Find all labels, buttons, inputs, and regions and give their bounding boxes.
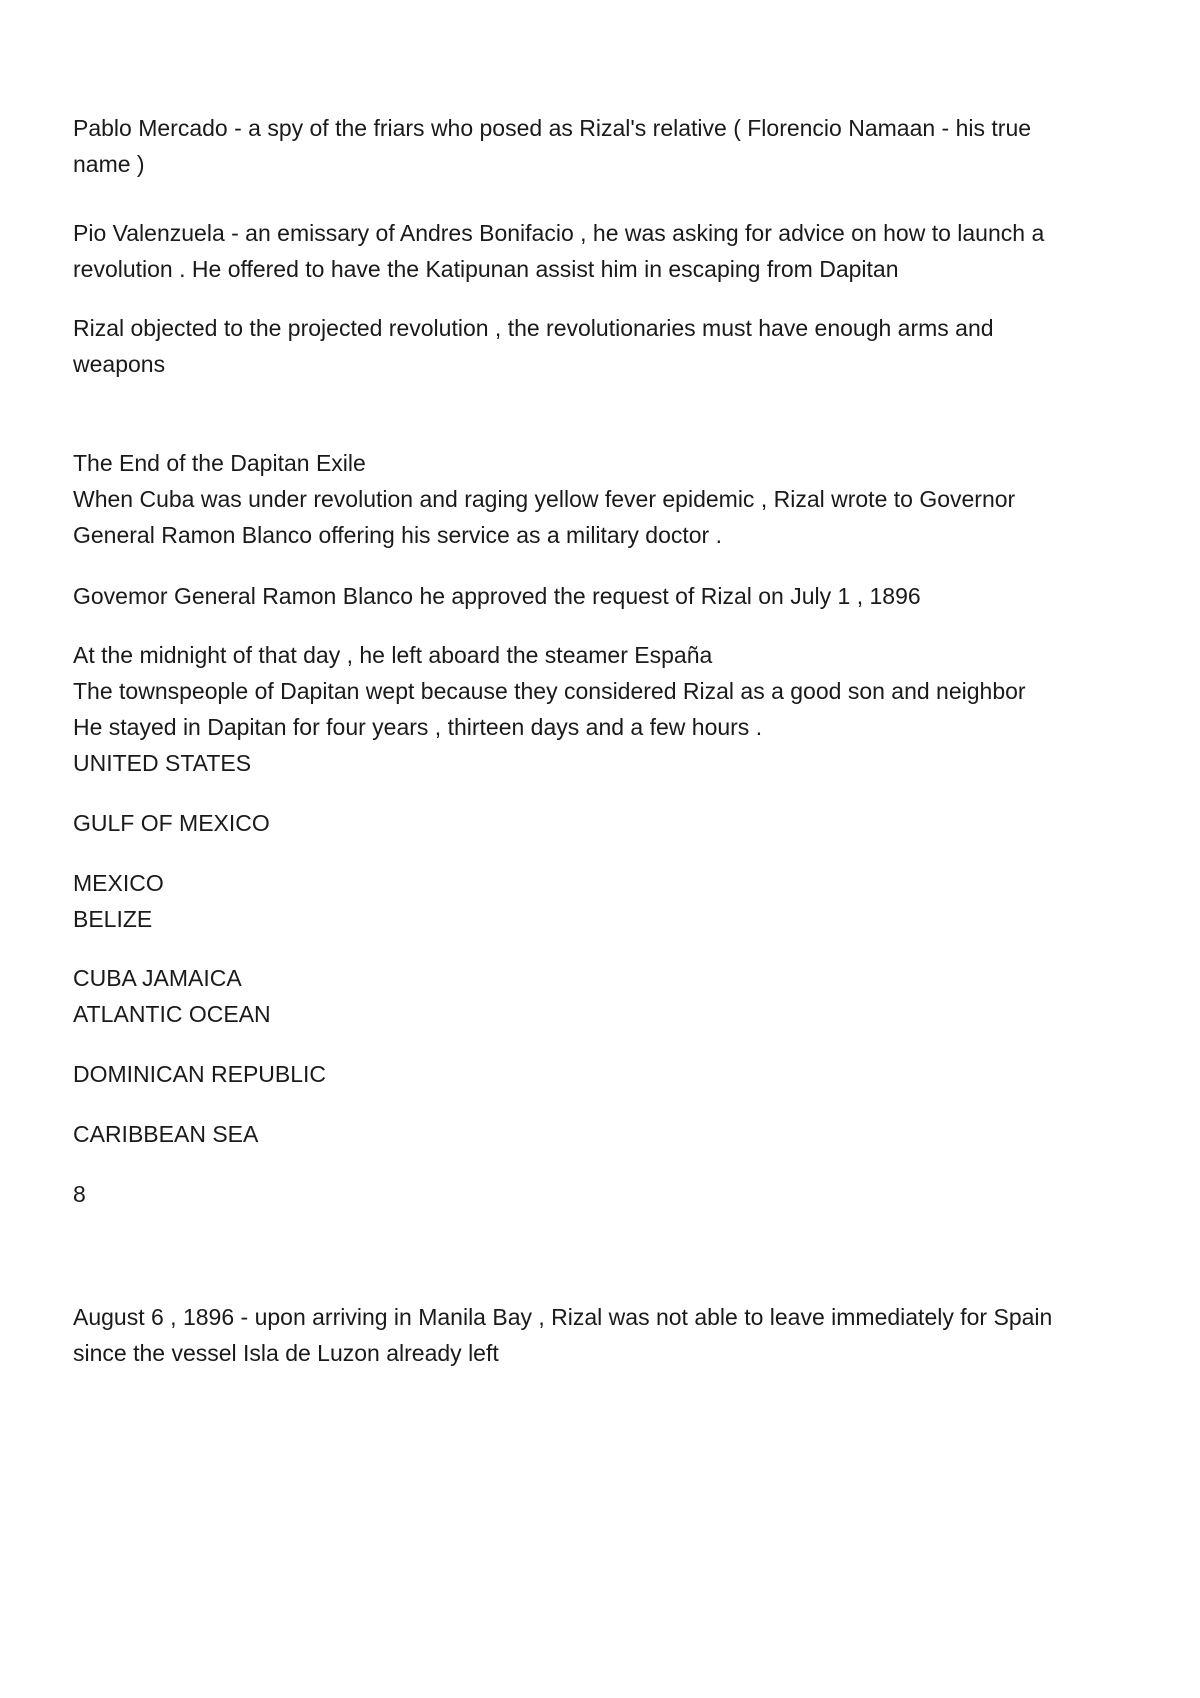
map-label: CUBA JAMAICA [73,965,242,991]
paragraph-line: He stayed in Dapitan for four years , thirteen days and a few hours . [73,714,763,740]
paragraph-line: When Cuba was under revolution and raging yellow fever epidemic , Rizal wrote to Governor [73,486,1016,512]
map-label: DOMINICAN REPUBLIC [73,1061,327,1087]
paragraph-line: name ) [73,151,145,177]
map-label: MEXICO [73,870,164,896]
paragraph-line: since the vessel Isla de Luzon already left [73,1340,499,1366]
map-label: GULF OF MEXICO [73,810,270,836]
paragraph-line: Rizal objected to the projected revolution , the revolutionaries must have enough arms and [73,315,994,341]
section-heading: The End of the Dapitan Exile [73,450,366,476]
paragraph-line: Pablo Mercado - a spy of the friars who posed as Rizal's relative ( Florencio Namaan - his true [73,115,1032,141]
map-label: CARIBBEAN SEA [73,1121,259,1147]
paragraph-line: revolution . He offered to have the Katipunan assist him in escaping from Dapitan [73,256,899,282]
map-label: ATLANTIC OCEAN [73,1001,271,1027]
paragraph-line: General Ramon Blanco offering his service as a military doctor . [73,522,722,548]
paragraph-line: The townspeople of Dapitan wept because they considered Rizal as a good son and neighbor [73,678,1026,704]
page-number: 8 [73,1181,86,1207]
map-label: UNITED STATES [73,750,252,776]
paragraph-line: At the midnight of that day , he left aboard the steamer España [73,642,713,668]
paragraph-line: Pio Valenzuela - an emissary of Andres Bonifacio , he was asking for advice on how to launch a [73,220,1045,246]
paragraph-line: August 6 , 1896 - upon arriving in Manila Bay , Rizal was not able to leave immediately for Spain [73,1304,1053,1330]
map-label: BELIZE [73,906,153,932]
paragraph-line: weapons [73,351,166,377]
paragraph-line: Govemor General Ramon Blanco he approved the request of Rizal on July 1 , 1896 [73,583,921,609]
